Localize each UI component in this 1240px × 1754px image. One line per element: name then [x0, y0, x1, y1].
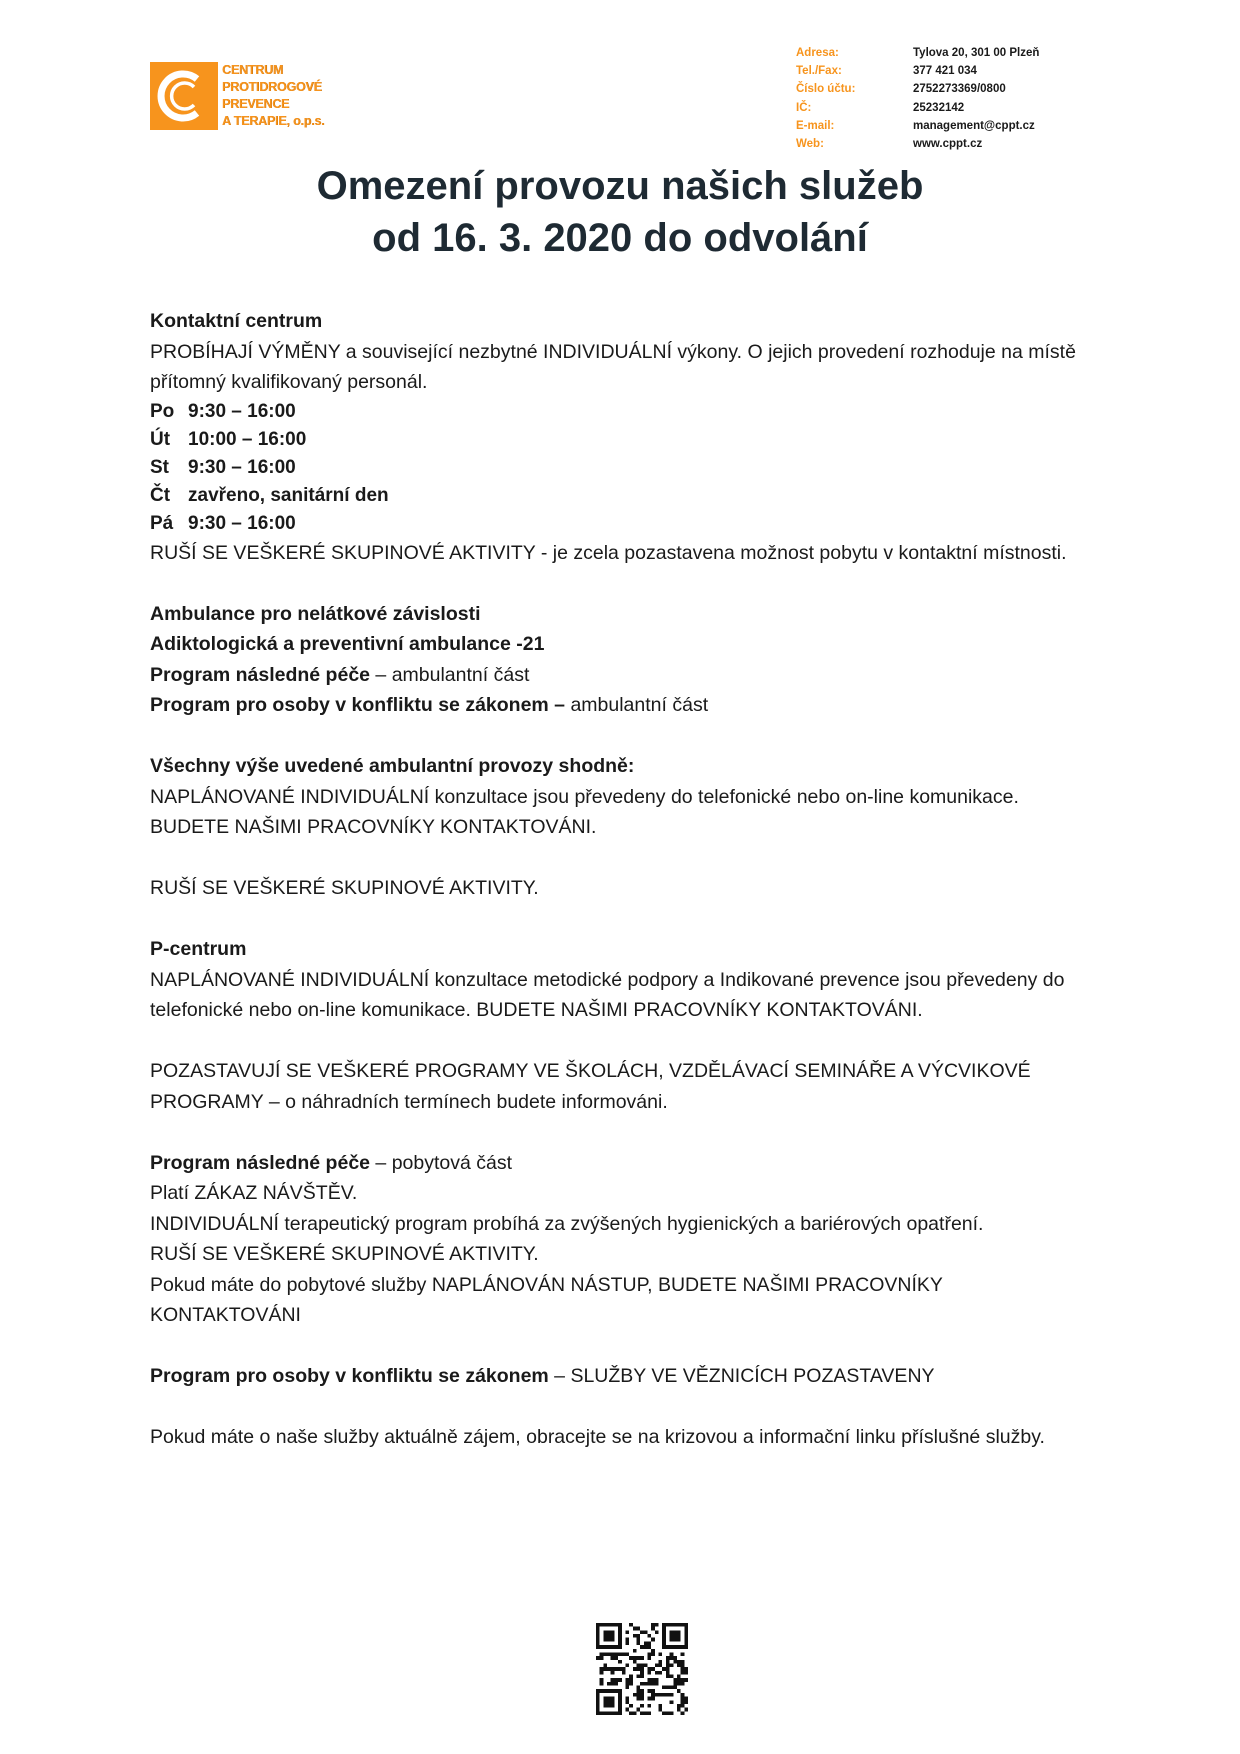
organization-logo — [150, 62, 410, 132]
contact-row-account: Číslo účtu: 2752273369/0800 — [796, 83, 1006, 96]
amb-line-3: Program následné péče – ambulantní část — [150, 663, 530, 686]
pc-text: NAPLÁNOVANÉ INDIVIDUÁLNÍ konzultace metodické podpory a Indikované prevence jsou převedeny do telefonické nebo on-line komunikace. BUDETE NAŠIMI PRACOVNÍKY KONTAKTOVÁNI. — [150, 968, 1065, 1021]
contact-row-phone: Tel./Fax: 377 421 034 — [796, 65, 977, 78]
pc-text-2: POZASTAVUJÍ SE VEŠKERÉ PROGRAMY VE ŠKOLÁCH, VZDĚLÁVACÍ SEMINÁŘE A VÝCVIKOVÉ PROGRAMY – o náhradních termínech budete informováni. — [150, 1060, 1031, 1113]
qr-code-icon — [596, 1623, 688, 1715]
contact-row-web: Web: www.cppt.cz — [796, 138, 983, 151]
pnp-line-2: INDIVIDUÁLNÍ terapeutický program probíhá za zvýšených hygienických a bariérových opatření. — [150, 1212, 984, 1235]
contact-row-ic: IČ: 25232142 — [796, 101, 965, 114]
contact-info — [796, 44, 1039, 153]
amb-line-4: Program pro osoby v konfliktu se zákonem – ambulantní část — [150, 694, 709, 716]
amb-line-1: Ambulance pro nelátkové závislosti — [150, 602, 481, 625]
kc-heading: Kontaktní centrum — [150, 310, 323, 332]
all-heading: Všechny výše uvedené ambulantní provozy shodně: — [150, 755, 635, 777]
hours-row: St 9:30 – 16:00 — [150, 456, 296, 478]
kc-opening-hours — [150, 398, 1090, 538]
pnp-heading: Program následné péče – pobytová část — [150, 1151, 513, 1174]
title-line-1: Omezení provozu našich služeb — [316, 164, 924, 208]
pok-line: Program pro osoby v konfliktu se zákonem – SLUŽBY VE VĚZNICÍCH POZASTAVENY — [150, 1365, 935, 1387]
pnp-line-3: RUŠÍ SE VEŠKERÉ SKUPINOVÉ AKTIVITY. — [150, 1243, 539, 1265]
contact-row-address: Adresa: Tylova 20, 301 00 Plzeň — [796, 47, 1040, 59]
hours-row: Po 9:30 – 16:00 — [150, 400, 296, 422]
kc-intro: PROBÍHAJÍ VÝMĚNY a související nezbytné INDIVIDUÁLNÍ výkony. O jejich provedení rozhoduje na místě přítomný kvalifikovaný personál. — [150, 340, 1076, 393]
document-body — [150, 306, 1090, 1453]
amb-line-2: Adiktologická a preventivní ambulance -21 — [150, 633, 545, 655]
closing-text: Pokud máte o naše služby aktuálně zájem, obracejte se na krizovou a informační linku příslušné služby. — [150, 1426, 1045, 1448]
contact-row-email: E-mail: management@cppt.cz — [796, 119, 1035, 132]
title-line-2: od 16. 3. 2020 do odvolání — [372, 216, 868, 260]
hours-row: Út 10:00 – 16:00 — [150, 428, 307, 450]
pnp-line-1: Platí ZÁKAZ NÁVŠTĚV. — [150, 1182, 358, 1204]
pnp-line-4: Pokud máte do pobytové služby NAPLÁNOVÁN NÁSTUP, BUDETE NAŠIMI PRACOVNÍKY KONTAKTOVÁNI — [150, 1273, 943, 1326]
all-cancel: RUŠÍ SE VEŠKERÉ SKUPINOVÉ AKTIVITY. — [150, 877, 539, 899]
hours-row: Pá 9:30 – 16:00 — [150, 512, 296, 534]
logo-mark-icon — [150, 62, 218, 130]
hours-row: Čt zavřeno, sanitární den — [150, 484, 389, 506]
pc-heading: P-centrum — [150, 938, 247, 960]
page-title — [0, 160, 1240, 264]
kc-note: RUŠÍ SE VEŠKERÉ SKUPINOVÉ AKTIVITY - je zcela pozastavena možnost pobytu v kontaktní místnosti. — [150, 541, 1067, 564]
logo-text: CENTRUM PROTIDROGOVÉ PREVENCE A TERAPIE, o.p.s. — [222, 63, 325, 128]
all-text: NAPLÁNOVANÉ INDIVIDUÁLNÍ konzultace jsou převedeny do telefonické nebo on-line komunikace. BUDETE NAŠIMI PRACOVNÍKY KONTAKTOVÁNI. — [150, 785, 1019, 838]
